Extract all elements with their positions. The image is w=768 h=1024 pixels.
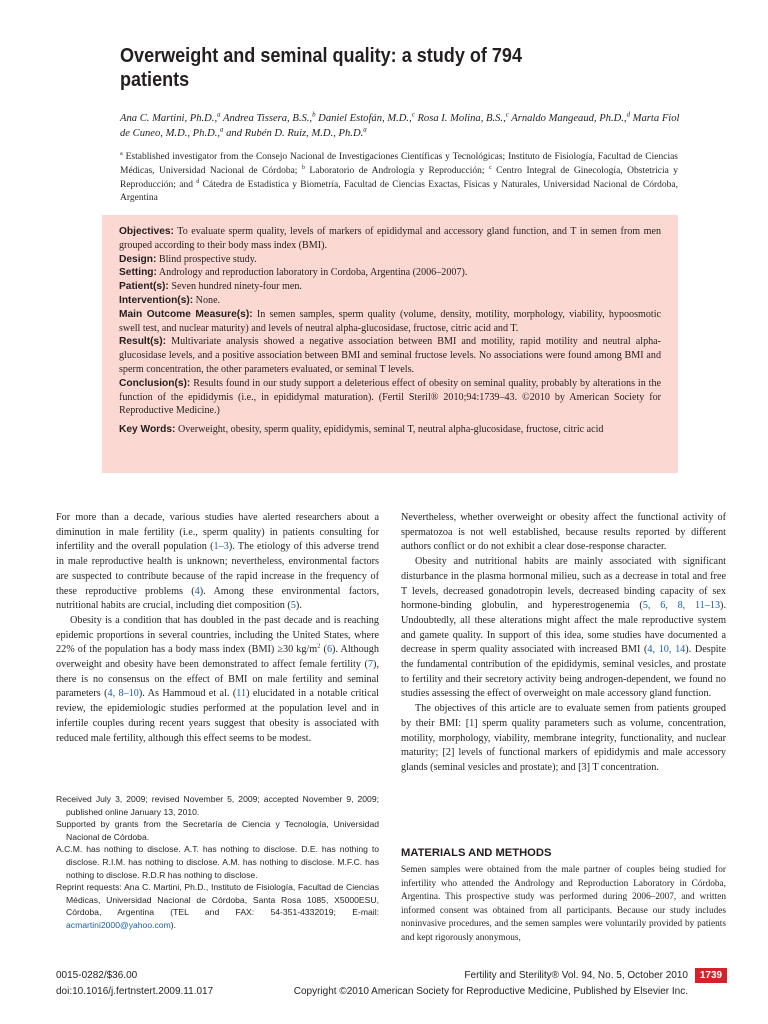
abstract-label: Design: — [119, 253, 157, 265]
author-name: Arnaldo Mangeaud, Ph.D., — [508, 113, 627, 124]
abstract-text: To evaluate sperm quality, levels of markers of epididymal and accessory gland function, and T in semen from men grouped according to their body mass index (BMI). — [119, 226, 661, 251]
affil-text: Centro Integral de Ginecología, Obstetricia y Reproducción; and — [120, 165, 679, 190]
abstract-text: None. — [193, 294, 221, 306]
footer-price: 0015-0282/$36.00 — [56, 970, 138, 981]
author-list — [120, 111, 680, 141]
article-notes — [56, 793, 379, 932]
abstract-label: Setting: — [119, 267, 157, 279]
abstract-sections — [119, 225, 661, 418]
abstract-label: Conclusion(s): — [119, 377, 191, 389]
abstract-section — [119, 294, 661, 308]
abstract-text: Andrology and reproduction laboratory in Cordoba, Argentina (2006–2007). — [156, 267, 468, 279]
keywords-label: Key Words: — [119, 424, 176, 436]
body-paragraph: Obesity is a condition that has doubled in the past decade and is reaching epidemic proportions in several countries, including the United States, where 22% of the population has a body mass index (BMI) ≥30 $kg/m^2$ (6). Although overweight and obesity have been demonstrated to affect female fertility (7), there is no consensus on the effect of BMI on male fertility and seminal parameters (4, 8–10). As Hammoud et al. (11) elucidated in a notable critical review, the epidemiologic studies performed at the population level and in infertile couples during recent years suggest that obesity is associated with reduced male fertility, although this effect seems to be modest. — [56, 614, 380, 744]
abstract-section — [119, 335, 661, 376]
note-item: Received July 3, 2009; revised November 5, 2009; accepted November 9, 2009; published online January 13, 2010. — [56, 794, 379, 817]
abstract-text: Results found in our study support a deleterious effect of obesity on seminal quality, probably by alterations in the function of the epididymis (i.e., in epididymal maturation). (Fertil Steril® 2010;94:1739–43. ©2010 by American Society for Reproductive Medicine.) — [119, 377, 661, 417]
author-name: Daniel Estofán, M.D., — [315, 113, 412, 124]
note-item: A.C.M. has nothing to disclose. A.T. has nothing to disclose. D.E. has nothing to disclose. R.I.M. has nothing to disclose. A.M. has nothing to disclose. M.F.C. has nothing to disclose. R.D.R has nothing to disclose. — [56, 844, 379, 880]
citation-link[interactable]: 4 — [194, 585, 200, 597]
citation-link[interactable]: 7 — [367, 659, 374, 671]
keywords — [119, 423, 661, 437]
author-name: and Rubén D. Ruiz, M.D., Ph.D. — [223, 128, 364, 139]
citation-link[interactable]: 11 — [236, 688, 247, 700]
note-item: Supported by grants from the Secretaría de Ciencia y Tecnología, Universidad Nacional de Córdoba. — [56, 819, 379, 842]
keywords-text: Overweight, obesity, sperm quality, epididymis, seminal T, neutral alpha-glucosidase, fructose, citric acid — [175, 424, 604, 436]
notes-list — [56, 793, 379, 881]
abstract-label: Patient(s): — [119, 281, 169, 293]
author-affil-marker: a — [217, 111, 221, 119]
reprint-requests — [56, 881, 379, 931]
abstract-label: Main Outcome Measure(s): — [119, 308, 253, 320]
body-paragraph: The objectives of this article are to evaluate semen from patients grouped by their BMI: [1] sperm quality parameters such as volume, concentration, motility, morphology, viability, membrane integrity, functionality, and nuclear maturity; [2] levels of functional markers of epididymis and male accessory glands (seminal vesicles and prostate); and [3] T concentration. — [401, 703, 726, 773]
left-column-body — [56, 511, 379, 746]
author-affil-marker: b — [312, 111, 316, 119]
abstract-text: Multivariate analysis showed a negative association between BMI and motility, rapid motility and neutral alpha-glucosidase levels, and a positive association between BMI and seminal fructose levels. No associations were found among BMI and sperm concentration, the other parameters evaluated, or seminal T levels. — [119, 336, 661, 375]
author-affil-marker: c — [411, 111, 415, 119]
reprint-email-link[interactable]: acmartini2000@yahoo.com — [66, 919, 171, 930]
footer-copyright: Copyright ©2010 American Society for Reproductive Medicine, Published by Elsevier Inc. — [293, 985, 688, 997]
footer-journal: Fertility and Sterility® Vol. 94, No. 5, October 2010 — [464, 970, 688, 981]
author-affil-marker: a — [220, 126, 224, 134]
author-name: Rosa I. Molina, B.S., — [414, 113, 506, 124]
abstract-text: Blind prospective study. — [156, 253, 257, 265]
page-number-badge: 1739 — [695, 968, 727, 983]
citation-link[interactable]: 1–3 — [213, 541, 229, 553]
section-heading-methods: MATERIALS AND METHODS — [401, 847, 552, 859]
body-paragraph: Obesity and nutritional habits are mainly associated with significant disturbance in the plasma hormonal milieu, such as a decrease in total and free T levels, decreased gonadotropin levels, decreased binding capacity of sex hormone-binding globulin, and hyperestrogenemia (5, 6, 8, 11–13). Undoubtedly, all these alterations might affect the male reproductive system and gamete quality. In support of this idea, some studies have documented a decrease in sperm quality associated with increased BMI (4, 10, 14). Despite the fundamental contribution of the epididymis, seminal vesicles, and prostate to fertility and their secretory activity being androgen-dependent, we found no studies assessing the effect of overweight on male accessory gland function. — [401, 556, 726, 700]
footer-doi: doi:10.1016/j.fertnstert.2009.11.017 — [56, 985, 214, 997]
body-paragraph: For more than a decade, various studies have alerted researchers about a diminution in male fertility (i.e., sperm quality) in patients consulting for infertility and the overall population (1–3). The etiology of this adverse trend in male reproductive health is unknown; nevertheless, environmental factors are suspected to contribute because of the rapid increase in the frequency of these reproductive problems (4). Among these environmental factors, nutritional habits are crucial, including diet composition (5). — [56, 512, 380, 612]
affil-text: Laboratorio de Andrología y Reproducción; — [304, 165, 489, 176]
body-paragraph: Nevertheless, whether overweight or obesity affect the functional activity of spermatozoa is not well established, because results reported by different authors conflict or do not exhibit a clear dose-response character. — [401, 512, 726, 553]
abstract-section — [119, 280, 661, 294]
author-name: Andrea Tissera, B.S., — [220, 113, 313, 124]
footer-right — [294, 968, 688, 999]
citation-link[interactable]: 5, 6, 8, 11–13 — [642, 600, 721, 612]
abstract-label: Result(s): — [119, 336, 166, 348]
citation-link[interactable]: 4, 10, 14 — [647, 644, 686, 656]
abstract-label: Objectives: — [119, 226, 174, 237]
affil-marker: b — [301, 164, 305, 171]
superscript: 2 — [317, 642, 321, 650]
author-name: Ana C. Martini, Ph.D., — [120, 113, 218, 124]
reprint-end: ). — [170, 919, 176, 930]
abstract-section — [119, 266, 661, 280]
citation-link[interactable]: 5 — [290, 600, 296, 612]
author-name: Marta Fiol de Cuneo, M.D., Ph.D., — [120, 113, 680, 139]
abstract-label: Intervention(s): — [119, 294, 194, 306]
abstract-text: Seven hundred ninety-four men. — [168, 281, 302, 293]
author-affil-marker: d — [626, 111, 631, 119]
citation-link[interactable]: 4, 8–10 — [107, 688, 139, 700]
affil-marker: c — [488, 164, 492, 171]
abstract-section — [119, 377, 661, 418]
affil-text: Cátedra de Estadistica y Biometría, Facultad de Ciencias Exactas, Físicas y Naturales, Universidad Nacional de Córdoba, Argentina — [120, 179, 678, 204]
abstract-section — [119, 225, 661, 253]
abstract-section — [119, 308, 661, 336]
reprint-text: Reprint requests: Ana C. Martini, Ph.D., Instituto de Fisiología, Facultad de Ciencias Médicas, Universidad Nacional de Córdoba, Santa Rosa 1085, X5000ESU, Córdoba, Argentina (TEL and FAX: 54-351-4332019; E-mail: — [56, 882, 379, 918]
affil-text: Established investigator from the Consejo Nacional de Investigaciones Científicas y Tecnológicas; Instituto de Fisiología, Facultad de Ciencias Médicas, Universidad Nacional de Córdoba; — [120, 152, 678, 176]
citation-link[interactable]: 6 — [326, 644, 333, 656]
methods-text: Semen samples were obtained from the male partner of couples being studied for infertility who attended the Andrology and Reproduction Laboratory in Córdoba, Argentina. This prospective study was performed during 2006–2007, and written informed consent was obtained from all participants. Because our study includes noninvasive procedures, and the semen samples were voluntarily provided by patients and kept rigorously anonymous, — [401, 865, 726, 943]
author-affil-marker: c — [505, 111, 509, 119]
affil-marker: a — [120, 150, 123, 157]
article-title: Overweight and seminal quality: a study of 794 patients — [120, 44, 523, 91]
footer-left — [56, 968, 213, 999]
author-affil-marker: a — [363, 126, 367, 134]
right-column-body — [401, 511, 726, 776]
affiliations — [120, 151, 678, 206]
abstract-section — [119, 253, 661, 267]
abstract-text: In semen samples, sperm quality (volume, density, motility, morphology, viability, hypoosmotic swell test, and nuclear maturity) and levels of neutral alpha-glucosidase, fructose, citric acid and T. — [119, 308, 662, 334]
affil-marker: d — [196, 178, 200, 185]
abstract-box — [102, 215, 678, 473]
